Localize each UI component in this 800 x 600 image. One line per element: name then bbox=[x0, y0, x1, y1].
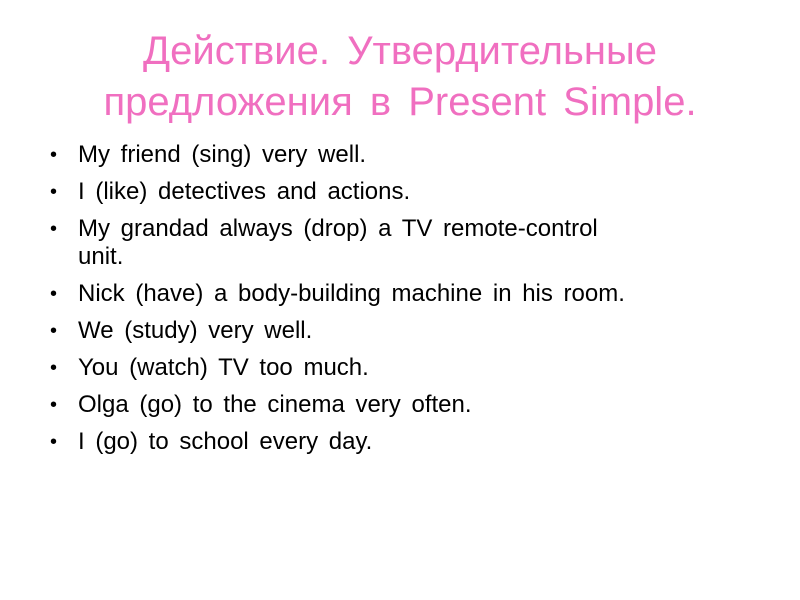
sentence-list bbox=[48, 141, 748, 465]
list-item bbox=[48, 354, 748, 382]
sentence-text: My friend (sing) very well. bbox=[78, 141, 367, 168]
list-item bbox=[48, 280, 768, 308]
list-item bbox=[48, 391, 748, 419]
bullet-icon: • bbox=[50, 181, 58, 203]
slide-title-line-2: предложения в Present Simple. bbox=[103, 80, 697, 124]
bullet-icon: • bbox=[50, 320, 58, 342]
sentence-text: I (like) detectives and actions. bbox=[78, 178, 411, 205]
slide-title bbox=[40, 26, 760, 128]
list-item bbox=[48, 428, 748, 456]
sentence-text: My grandad always (drop) a TV remote-control unit. bbox=[78, 215, 598, 270]
sentence-text: Olga (go) to the cinema very often. bbox=[78, 391, 472, 418]
bullet-icon: • bbox=[50, 283, 58, 305]
sentence-text: I (go) to school every day. bbox=[78, 428, 373, 455]
bullet-icon: • bbox=[50, 357, 58, 379]
list-item bbox=[48, 141, 748, 169]
bullet-icon: • bbox=[50, 218, 58, 240]
list-item bbox=[48, 215, 598, 271]
sentence-text: Nick (have) a body-building machine in his room. bbox=[78, 280, 625, 307]
sentence-text: We (study) very well. bbox=[78, 317, 313, 344]
sentence-text: You (watch) TV too much. bbox=[78, 354, 369, 381]
bullet-icon: • bbox=[50, 144, 58, 166]
list-item bbox=[48, 317, 748, 345]
slide-title-line-1: Действие. Утвердительные bbox=[143, 29, 657, 73]
bullet-icon: • bbox=[50, 394, 58, 416]
list-item bbox=[48, 178, 748, 206]
bullet-icon: • bbox=[50, 431, 58, 453]
